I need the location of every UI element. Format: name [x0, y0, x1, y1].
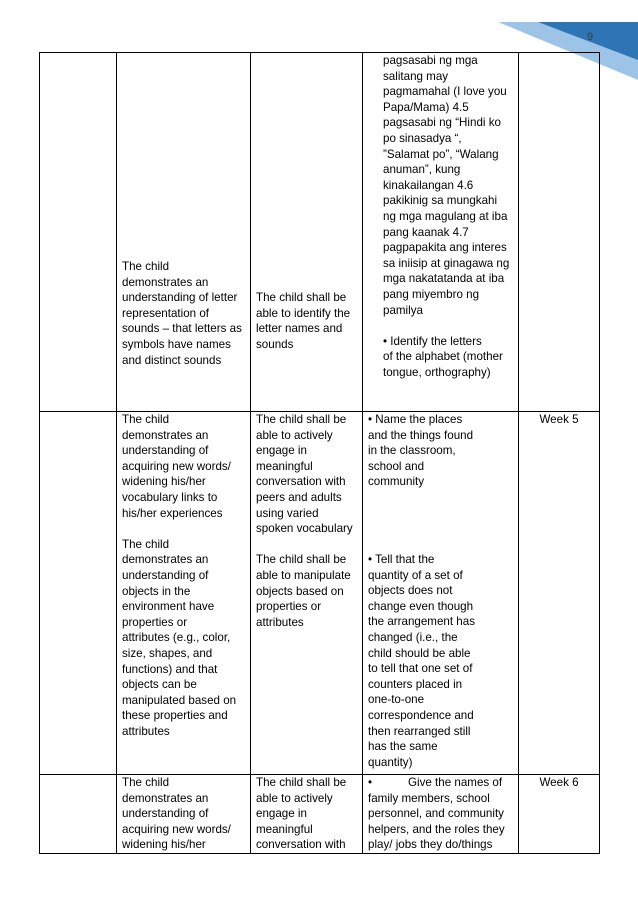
- performance-standard-text: The child shall be able to actively engage in meaningful conversation with: [256, 776, 347, 852]
- blank-cell: [40, 412, 117, 775]
- competency-cell: [363, 775, 519, 854]
- week-cell: [519, 53, 600, 412]
- performance-standard-text: The child shall be able to identify the letter names and sounds: [256, 291, 351, 351]
- week-label: Week 6: [539, 776, 579, 789]
- blank-cell: [40, 775, 117, 854]
- content-standard-text: The child demonstrates an understanding of letter representation of sounds – that letters as symbols have names and distinct sounds: [122, 260, 242, 367]
- page-number: 9: [587, 31, 594, 43]
- table-row: [40, 53, 600, 412]
- performance-standard-text: The child shall be able to manipulate objects based on properties or attributes: [256, 553, 351, 629]
- content-standard-text: The child demonstrates an understanding of acquiring new words/ widening his/her: [122, 776, 231, 852]
- week-cell: [519, 412, 600, 775]
- content-standard-text: The child demonstrates an understanding of objects in the environment have properties or attributes (e.g., color, size, shapes, and functions) and that objects can be manipulated based on these properties and attributes: [122, 537, 237, 738]
- competency-continued-text: pagsasabi ng mga salitang may pagmamahal (I love you Papa/Mama) 4.5 pagsasabi ng “Hindi ko po sinasadya “, ”Salamat po”, “Walang anuman”, kung kinakailangan 4.6 pakikinig sa mungkahi ng mga magulang at iba pang kaanak 4.7 pagpapakita ang interes sa iniisip at ginagawa ng mga nakatatanda at iba pang miyembro ng pamilya: [383, 54, 510, 317]
- performance-standard-cell: [251, 775, 363, 854]
- competency-text: • Identify the letters of the alphabet (mother tongue, orthography): [383, 334, 503, 379]
- content-standard-cell: [117, 53, 251, 412]
- competency-cell: [363, 53, 519, 412]
- table-row: [40, 412, 600, 775]
- curriculum-table: [39, 52, 600, 854]
- competency-first-text: Give the names of: [408, 776, 503, 789]
- competency-text: family members, school personnel, and community helpers, and the roles they play/ jobs they do/things: [368, 791, 505, 852]
- performance-standard-cell: [251, 412, 363, 775]
- competency-text: • Name the places and the things found in the classroom, school and community: [368, 413, 474, 489]
- table-row: [40, 775, 600, 854]
- week-label: Week 5: [539, 413, 579, 426]
- competency-first-line: [368, 775, 513, 791]
- content-standard-text: The child demonstrates an understanding of acquiring new words/ widening his/her vocabulary links to his/her experiences: [122, 413, 231, 520]
- blank-cell: [40, 53, 117, 412]
- performance-standard-text: The child shall be able to actively engage in meaningful conversation with peers and adults using varied spoken vocabulary: [256, 413, 353, 536]
- content-standard-cell: [117, 412, 251, 775]
- competency-text: • Tell that the quantity of a set of objects does not change even though the arrangement has changed (i.e., the child should be able to tell that one set of counters placed in one-to-one correspondence and then rearranged still has the same quantity): [368, 552, 475, 769]
- bullet: •: [368, 776, 373, 789]
- content-standard-cell: [117, 775, 251, 854]
- performance-standard-cell: [251, 53, 363, 412]
- week-cell: [519, 775, 600, 854]
- competency-cell: [363, 412, 519, 775]
